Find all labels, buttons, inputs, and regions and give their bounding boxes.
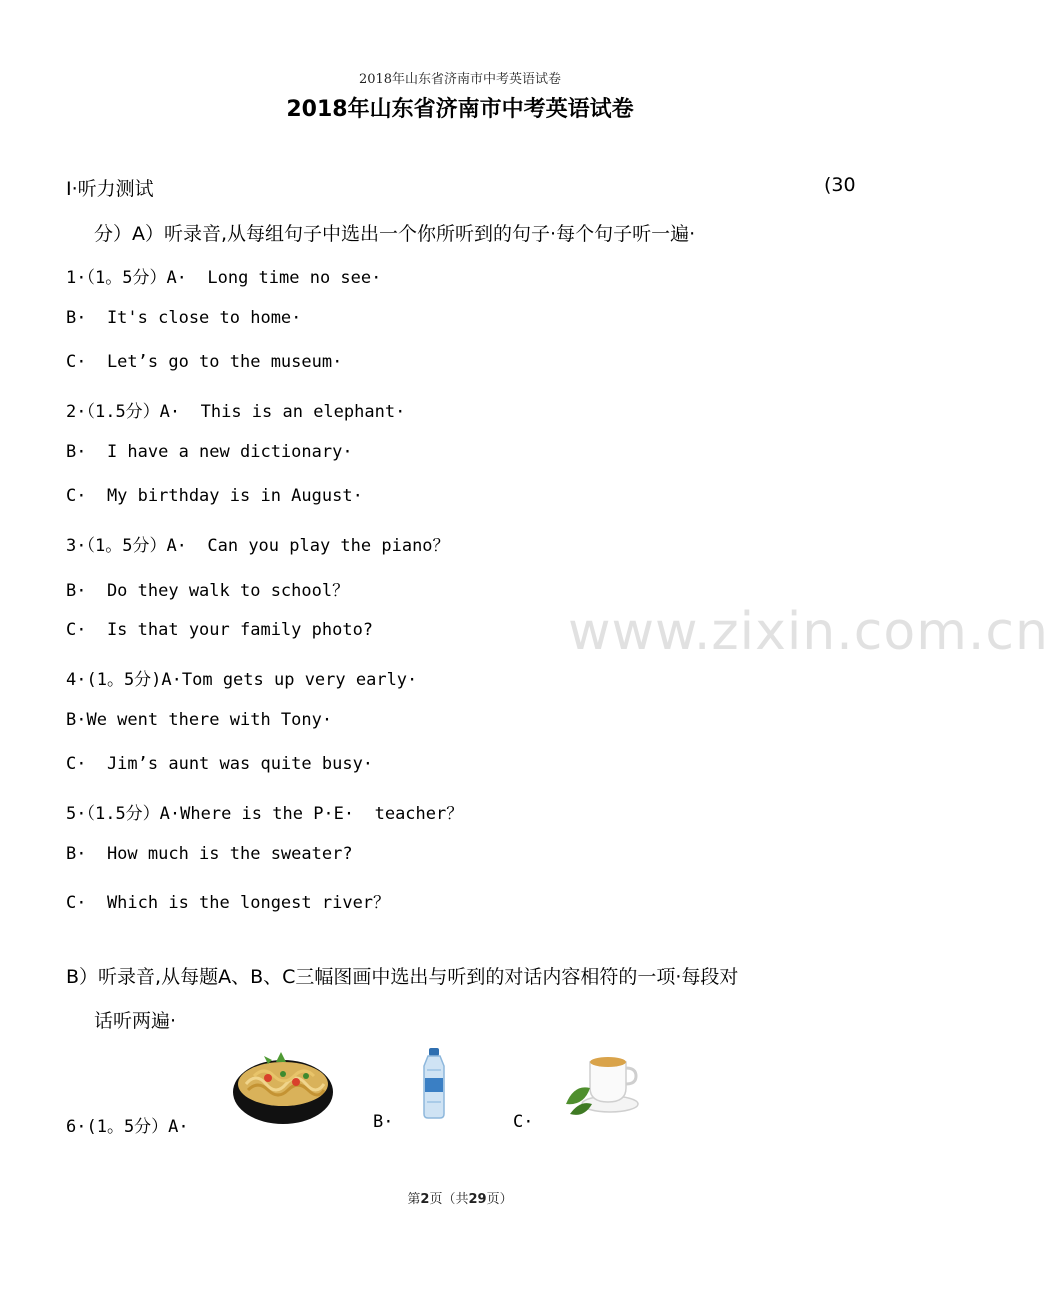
- question-line: 3·（1。5分）A· Can you play the piano？: [66, 536, 450, 556]
- question-line: C· My birthday is in August·: [66, 486, 363, 506]
- question-line: B· I have a new dictionary·: [66, 442, 353, 462]
- option-b-label: B·: [373, 1112, 394, 1132]
- question-line: C· Let’s go to the museum·: [66, 352, 343, 372]
- option-c-label: C·: [513, 1112, 534, 1132]
- section-instruction: 分）A）听录音,从每组句子中选出一个你所听到的句子·每个句子听一遍·: [94, 223, 696, 245]
- question-line: C· Jim’s aunt was quite busy·: [66, 754, 374, 774]
- sectionB-instruction-line1: B）听录音,从每题A、B、C三幅图画中选出与听到的对话内容相符的一项·每段对: [66, 966, 739, 988]
- noodles-bowl-icon: [228, 1046, 338, 1130]
- footer-prefix: 第: [407, 1192, 421, 1207]
- question-line: B· How much is the sweater?: [66, 844, 353, 864]
- running-header: 2018年山东省济南市中考英语试卷: [358, 72, 562, 87]
- page-footer: [0, 1188, 920, 1207]
- question-line: C· Which is the longest river？: [66, 893, 391, 913]
- question-line: 2·（1.5分）A· This is an elephant·: [66, 402, 406, 422]
- question-line: B· It's close to home·: [66, 308, 302, 328]
- footer-page-number: 2: [420, 1192, 430, 1207]
- question-line: C· Is that your family photo?: [66, 620, 374, 640]
- sectionB-instruction-line2: 话听两遍·: [94, 1010, 177, 1032]
- page-title: 2018年山东省济南市中考英语试卷: [286, 97, 634, 122]
- footer-suffix: 页）: [486, 1192, 513, 1207]
- section-heading: Ⅰ·听力测试: [66, 178, 154, 200]
- question-line: B· Do they walk to school？: [66, 581, 350, 601]
- tea-cup-icon: [560, 1048, 642, 1120]
- question-line: 4·(1。5分)A·Tom gets up very early·: [66, 670, 418, 690]
- footer-middle: 页（共: [429, 1192, 469, 1207]
- question-6-label: 6·(1。5分）A·: [66, 1117, 189, 1137]
- question-line: B·We went there with Tony·: [66, 710, 333, 730]
- question-line: 5·（1.5分）A·Where is the P·E· teacher？: [66, 804, 464, 824]
- watermark: www.zixin.com.cn: [568, 602, 1049, 662]
- footer-total-pages: 29: [468, 1192, 487, 1207]
- water-bottle-icon: [418, 1046, 450, 1120]
- question-line: 1·（1。5分）A· Long time no see·: [66, 268, 382, 288]
- section-points: (30: [824, 174, 856, 196]
